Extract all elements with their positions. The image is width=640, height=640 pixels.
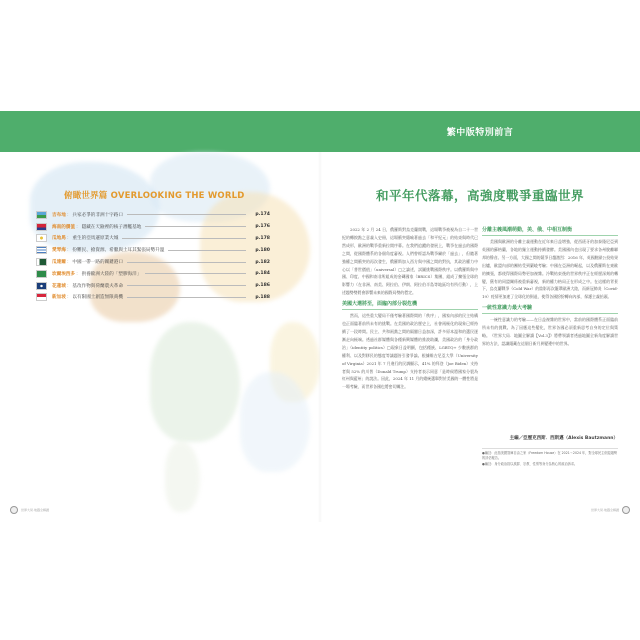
body-paragraph: 然而，這些重大變局不僅考驗著國際間的「秩序」，國家內部的民主結構也正面臨著前所未有的挑戰。在美國的政治歷史上，社會兩極化的現象已經持續了一段時間。民主、共和兩黨之間的隔閡日益加深，許多原本溫和的選民逐漸走向極端。透過社群媒體與各種新興媒體的推波助瀾，美國政治的「身分政治」（identity politics）□現象日益明顯，包括種族、LGBTQ+ 少數族群的權利、以及對移民的態度等議題皆引發爭論。根據維吉尼亞大學（University of Virginia）2021 年 7 月進行的民調顯示，41% 的拜登（Joe Biden）支持者與 52% 的川普（Donald Trump）支持者表示同意「是時候將國家分裂為紅州與藍州」的說法。因此，2024 年 11 月的總統選舉對於美國的一體性將是一場考驗，而世界各國也將密切關注。 xyxy=(342,313,478,390)
subheading: 分離主義風潮萌動，美、俄、中相互制衡 xyxy=(482,226,618,236)
subheading: 一統性意識力最大考驗 xyxy=(482,304,618,314)
toc-entry-page: p.182 xyxy=(255,259,270,265)
text-column-2 xyxy=(482,226,618,348)
leader-line xyxy=(122,238,246,239)
toc-entry-name: 瓜達爾 xyxy=(52,260,66,266)
table-of-contents xyxy=(36,209,270,303)
flag-icon xyxy=(36,282,47,290)
toc-entry[interactable] xyxy=(36,209,270,221)
toc-entry-page: p.174 xyxy=(255,212,270,218)
toc-entry[interactable] xyxy=(36,233,270,245)
toc-entry-desc: 以有限國土創造無限商機 xyxy=(72,295,123,301)
toc-entry-name: 新加坡 xyxy=(52,295,66,301)
toc-entry[interactable] xyxy=(36,268,270,280)
toc-entry-name: 瓜地馬 xyxy=(52,236,66,242)
right-page xyxy=(320,0,640,640)
toc-entry-name: 愛琴海 xyxy=(52,248,66,254)
body-paragraph: 一統性意識力的考驗——在日益複雜的世界中，當前的國際體系正面臨前所未有的挑戰。為了因應這些變化，世界各國必須重新思考自身的定位與策略。《世界大局．地圖全解讀【Vol.3】》將帶領讀者透過地圖全新角度解讀世界的方法，認識隱藏在這個日新月異變遷中的世界。 xyxy=(482,317,618,346)
toc-entry-page: p.178 xyxy=(255,235,270,241)
right-page-footer xyxy=(591,506,630,514)
footer-text: 世界大局·地圖全解讀 xyxy=(21,508,49,512)
flag-icon xyxy=(36,246,47,254)
flag-icon xyxy=(36,223,47,231)
toc-entry-page: p.184 xyxy=(255,271,270,277)
toc-entry-desc: 供養歐洲大陸的「塑膠海洋」 xyxy=(81,271,142,277)
section-title: 俯瞰世界篇 OVERLOOKING THE WORLD xyxy=(64,191,245,201)
toc-entry-desc: 重生的亞馬遜原業大城 xyxy=(72,236,119,242)
toc-separator: ： xyxy=(75,271,81,277)
left-page-footer xyxy=(10,506,49,514)
body-paragraph: 美國與歐洲的分離主義運動在近年來日益增強，從西班牙的加泰隆尼亞到英國的蘇格蘭，各地的獨立運動持續發酵。美國國內也出現了要求各州脫離聯邦的聲音。另一方面，大國之間的競爭日趨激烈：2016 年，英國脫歐公投結果出爐，歐盟內部的團結受到嚴峻考驗；中國在亞洲的崛起，以及俄羅斯在東歐的擴張，都使得國際局勢更加複雜。冷戰結束後的世界秩序正在經歷深刻的轉變，舊有的同盟關係被重新審視，新的權力格局正在形成之中。在這樣的背景下，烏克蘭戰爭（Cold War）的陰影再次籠罩歐洲大陸，而新冠肺炎（Covid-19）疫情更加速了全球化的倒退，使得各國紛紛轉向內部，保護主義抬頭。 xyxy=(482,239,618,300)
toc-separator: ： xyxy=(66,248,72,254)
toc-separator: ： xyxy=(66,236,72,242)
toc-entry[interactable] xyxy=(36,292,270,304)
toc-entry-page: p.180 xyxy=(255,247,270,253)
world-map-background xyxy=(0,152,320,522)
subheading: 美國大選將至，面臨內部分裂危機 xyxy=(342,300,478,310)
toc-entry-desc: 隱藏在天險裡的核子潛艦基地 xyxy=(81,224,142,230)
toc-entry[interactable] xyxy=(36,280,270,292)
leader-line xyxy=(168,250,246,251)
leader-line xyxy=(127,285,246,286)
flag-icon xyxy=(36,293,47,301)
toc-entry-name: 坎爾埃西多 xyxy=(52,271,75,277)
text-column-1 xyxy=(342,226,478,391)
flag-icon xyxy=(36,211,47,219)
footnote: ●編註：此指美國智庫自由之家（Freedom House）在 2021～2024 年，對全球民主倒退趨勢的評估報告。 xyxy=(482,451,618,461)
footnote: ●編註：身分政治指以族群、宗教、性別等身分為核心的政治訴求。 xyxy=(482,461,578,466)
preface-section-title: 繁中版特別前言 xyxy=(446,128,514,138)
article-headline: 和平年代落幕，高強度戰爭重臨世界 xyxy=(375,188,584,203)
flag-icon xyxy=(36,258,47,266)
leader-line xyxy=(145,273,246,274)
toc-separator: ： xyxy=(75,224,81,230)
toc-entry-name: 花蓮城 xyxy=(52,283,66,289)
footer-text: 世界大局·地圖全解讀 xyxy=(591,508,619,512)
intro-paragraph: 2022 年 2 月 24 日，俄羅斯對烏克蘭開戰，這場戰爭被視為自二十一世紀的轉捩點之意義入史冊，這場衝突隱喻著過去「和平紀元」的結束與時代已然成形，歐洲的戰爭重新拉開序幕。在我們追蹤的發展上，戰爭在過去的國際之間，從國際體系的各個角度審視。人們曾經認為戰爭屬於「過去」，但隨著強權之間衝突的再次發生，俄羅斯加入西方與中國之間的對抗，其政治權力中心以「普世價值」（universal）□之論述，試圖挑戰國際秩序。以俄羅斯與中國、印度、中國和南非所組成的金磚國家（BRICS）集團，組成了擴張全球的影響力（在非洲、南美、阿拉伯、伊朗、阿拉伯半島等地區均有所行動），上述趨勢勢將會影響未來的國際局勢的穩定。 xyxy=(342,227,478,296)
flag-icon xyxy=(36,270,47,278)
publisher-seal-icon xyxy=(10,506,18,514)
footnotes xyxy=(482,448,618,467)
toc-entry-desc: 兵家必爭的非洲十字路口 xyxy=(72,212,123,218)
toc-separator: ： xyxy=(66,283,72,289)
toc-entry-desc: 中國一帶一路的關鍵港口 xyxy=(72,260,123,266)
toc-entry-page: p.176 xyxy=(255,224,270,230)
toc-entry-name: 海南的價值 xyxy=(52,224,75,230)
leader-line xyxy=(127,214,246,215)
toc-separator: ： xyxy=(66,295,72,301)
leader-line xyxy=(127,297,246,298)
toc-entry-page: p.186 xyxy=(255,283,270,289)
toc-separator: ： xyxy=(66,260,72,266)
toc-entry-page: p.188 xyxy=(255,294,270,300)
toc-separator: ： xyxy=(66,212,72,218)
toc-entry[interactable] xyxy=(36,221,270,233)
toc-entry[interactable] xyxy=(36,244,270,256)
leader-line xyxy=(127,262,246,263)
toc-entry-desc: 基改作物與荷蘭農夫革命 xyxy=(72,283,123,289)
toc-entry[interactable] xyxy=(36,256,270,268)
toc-entry-name: 吉布地 xyxy=(52,212,66,218)
publisher-seal-icon xyxy=(622,506,630,514)
flag-icon xyxy=(36,234,47,242)
editor-signature: 主編／亞歷克西斯．西斯邁（Alexis Bautzmann） xyxy=(509,436,618,441)
toc-entry-desc: 扮難民、搶資源、希臘與土耳其緊張局勢升溫 xyxy=(72,248,165,254)
leader-line xyxy=(145,226,246,227)
